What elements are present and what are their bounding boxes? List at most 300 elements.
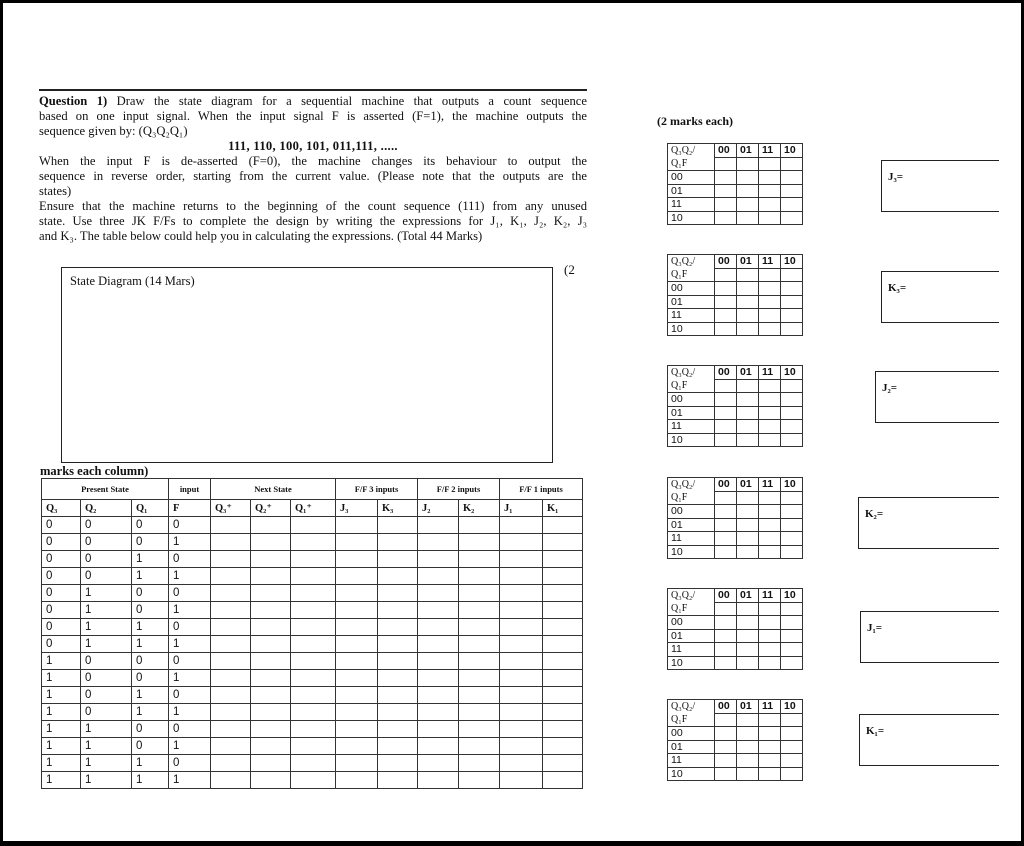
answer-cell[interactable]	[336, 721, 378, 738]
kmap-cell[interactable]	[737, 379, 759, 393]
answer-cell[interactable]	[500, 772, 543, 789]
answer-cell[interactable]	[500, 534, 543, 551]
answer-cell[interactable]	[500, 568, 543, 585]
kmap-cell[interactable]	[759, 713, 781, 727]
kmap-cell[interactable]	[759, 754, 781, 768]
answer-cell[interactable]	[336, 517, 378, 534]
kmap-cell[interactable]	[781, 211, 803, 225]
answer-cell[interactable]	[251, 704, 291, 721]
table-cell: 1	[81, 755, 132, 772]
kmap-cell[interactable]	[781, 767, 803, 781]
answer-cell[interactable]	[378, 755, 418, 772]
answer-cell[interactable]	[211, 772, 251, 789]
kmap-cell[interactable]	[737, 602, 759, 616]
answer-cell[interactable]	[543, 585, 583, 602]
kmap-cell[interactable]	[781, 505, 803, 519]
kmap-cell[interactable]	[737, 643, 759, 657]
kmap-cell[interactable]	[715, 379, 737, 393]
kmap-col-label: 11	[759, 144, 781, 158]
answer-cell[interactable]	[459, 619, 500, 636]
answer-cell[interactable]	[211, 670, 251, 687]
kmap-cell[interactable]	[759, 740, 781, 754]
answer-cell[interactable]	[500, 687, 543, 704]
answer-cell[interactable]	[543, 704, 583, 721]
kmap-cell[interactable]	[759, 393, 781, 407]
kmap-cell[interactable]	[759, 322, 781, 336]
kmap-cell[interactable]	[715, 295, 737, 309]
col-j1: J₁	[500, 500, 543, 517]
answer-cell[interactable]	[291, 534, 336, 551]
table-row	[42, 517, 583, 534]
answer-cell[interactable]	[459, 687, 500, 704]
answer-cell[interactable]	[418, 517, 459, 534]
table-cell: 1	[169, 602, 211, 619]
kmap-cell[interactable]	[737, 268, 759, 282]
kmap-cell[interactable]	[759, 406, 781, 420]
answer-cell[interactable]	[543, 568, 583, 585]
answer-cell[interactable]	[211, 585, 251, 602]
answer-cell[interactable]	[378, 619, 418, 636]
answer-cell[interactable]	[459, 738, 500, 755]
answer-cell[interactable]	[336, 772, 378, 789]
kmap-cell[interactable]	[781, 184, 803, 198]
question-line-4: When the input F is de-asserted (F=0), the machine changes its behaviour to output the	[39, 154, 587, 168]
answer-cell[interactable]	[211, 704, 251, 721]
answer-cell[interactable]	[500, 755, 543, 772]
kmap-cell[interactable]	[781, 433, 803, 447]
kmap-cell[interactable]	[759, 767, 781, 781]
answer-cell[interactable]	[251, 619, 291, 636]
kmap-cell[interactable]	[715, 505, 737, 519]
kmap-cell[interactable]	[737, 322, 759, 336]
kmap-cell[interactable]	[781, 713, 803, 727]
answer-cell[interactable]	[378, 551, 418, 568]
answer-cell[interactable]	[418, 670, 459, 687]
col-q1: Q₁	[132, 500, 169, 517]
answer-cell[interactable]	[378, 568, 418, 585]
kmap-cell[interactable]	[715, 491, 737, 505]
answer-cell[interactable]	[251, 568, 291, 585]
answer-cell[interactable]	[543, 517, 583, 534]
kmap-cell[interactable]	[715, 767, 737, 781]
answer-cell[interactable]	[378, 772, 418, 789]
kmap-row-label: 00	[668, 505, 715, 519]
answer-cell[interactable]	[251, 534, 291, 551]
answer-cell[interactable]	[543, 636, 583, 653]
answer-cell[interactable]	[459, 534, 500, 551]
answer-cell[interactable]	[378, 653, 418, 670]
answer-cell[interactable]	[251, 738, 291, 755]
kmap-cell[interactable]	[759, 309, 781, 323]
answer-cell[interactable]	[459, 704, 500, 721]
kmap-cell[interactable]	[715, 406, 737, 420]
answer-cell[interactable]	[336, 738, 378, 755]
kmap-cell[interactable]	[781, 602, 803, 616]
table-cell: 0	[132, 534, 169, 551]
kmap-cell[interactable]	[759, 157, 781, 171]
kmap-cell[interactable]	[781, 420, 803, 434]
answer-cell[interactable]	[291, 704, 336, 721]
answer-cell[interactable]	[418, 551, 459, 568]
answer-cell[interactable]	[291, 619, 336, 636]
answer-cell[interactable]	[291, 772, 336, 789]
kmap-cell[interactable]	[737, 629, 759, 643]
answer-cell[interactable]	[378, 721, 418, 738]
answer-cell[interactable]	[543, 619, 583, 636]
answer-cell[interactable]	[543, 755, 583, 772]
kmap-cell[interactable]	[759, 545, 781, 559]
kmap-cell[interactable]	[759, 532, 781, 546]
answer-cell[interactable]	[500, 653, 543, 670]
table-cell: 1	[81, 585, 132, 602]
answer-cell[interactable]	[378, 602, 418, 619]
kmap-cell[interactable]	[737, 505, 759, 519]
answer-cell[interactable]	[500, 738, 543, 755]
answer-cell[interactable]	[378, 687, 418, 704]
kmap-cell[interactable]	[759, 282, 781, 296]
answer-cell[interactable]	[336, 670, 378, 687]
answer-cell[interactable]	[211, 551, 251, 568]
kmap-cell[interactable]	[759, 616, 781, 630]
kmap-cell[interactable]	[715, 282, 737, 296]
kmap-cell[interactable]	[759, 727, 781, 741]
answer-cell[interactable]	[211, 653, 251, 670]
kmap-cell[interactable]	[737, 420, 759, 434]
kmap-cell[interactable]	[781, 545, 803, 559]
answer-cell[interactable]	[418, 772, 459, 789]
kmap-cell[interactable]	[759, 629, 781, 643]
kmap-row-label: 00	[668, 393, 715, 407]
answer-cell[interactable]	[251, 653, 291, 670]
kmap-cell[interactable]	[715, 171, 737, 185]
kmap-cell[interactable]	[737, 282, 759, 296]
answer-cell[interactable]	[291, 653, 336, 670]
answer-cell[interactable]	[459, 721, 500, 738]
kmap-cell[interactable]	[781, 491, 803, 505]
answer-cell[interactable]	[500, 551, 543, 568]
kmap-cell[interactable]	[715, 532, 737, 546]
kmap-cell[interactable]	[715, 727, 737, 741]
answer-cell[interactable]	[543, 687, 583, 704]
kmap-cell[interactable]	[737, 171, 759, 185]
answer-cell[interactable]	[378, 738, 418, 755]
expression-box-3[interactable]	[875, 371, 999, 423]
answer-cell[interactable]	[418, 687, 459, 704]
answer-cell[interactable]	[291, 721, 336, 738]
answer-cell[interactable]	[251, 772, 291, 789]
kmap-cell[interactable]	[781, 379, 803, 393]
answer-cell[interactable]	[211, 534, 251, 551]
kmap-row-label: 10	[668, 656, 715, 670]
answer-cell[interactable]	[500, 670, 543, 687]
answer-cell[interactable]	[211, 619, 251, 636]
kmap-cell[interactable]	[737, 295, 759, 309]
answer-cell[interactable]	[336, 602, 378, 619]
answer-cell[interactable]	[251, 517, 291, 534]
answer-cell[interactable]	[211, 755, 251, 772]
answer-cell[interactable]	[459, 551, 500, 568]
kmap-cell[interactable]	[737, 754, 759, 768]
kmap-cell[interactable]	[737, 393, 759, 407]
answer-cell[interactable]	[251, 670, 291, 687]
table-row	[42, 551, 583, 568]
answer-cell[interactable]	[418, 534, 459, 551]
kmap-cell[interactable]	[715, 754, 737, 768]
answer-cell[interactable]	[291, 738, 336, 755]
answer-cell[interactable]	[500, 517, 543, 534]
answer-cell[interactable]	[336, 704, 378, 721]
kmap-cell[interactable]	[737, 433, 759, 447]
answer-cell[interactable]	[543, 551, 583, 568]
answer-cell[interactable]	[378, 585, 418, 602]
kmap-cell[interactable]	[715, 184, 737, 198]
kmap-cell[interactable]	[781, 171, 803, 185]
state-table	[41, 478, 583, 789]
answer-cell[interactable]	[336, 534, 378, 551]
kmap-cell[interactable]	[781, 629, 803, 643]
answer-cell[interactable]	[459, 568, 500, 585]
kmap-cell[interactable]	[759, 268, 781, 282]
question-line-2: based on one input signal. When the input signal F is asserted (F=1), the machine outputs the	[39, 109, 587, 123]
kmap-cell[interactable]	[737, 713, 759, 727]
answer-cell[interactable]	[336, 585, 378, 602]
table-cell: 1	[169, 738, 211, 755]
kmap-cell[interactable]	[737, 545, 759, 559]
kmap-cell[interactable]	[737, 616, 759, 630]
kmap-cell[interactable]	[737, 406, 759, 420]
kmap-cell[interactable]	[781, 157, 803, 171]
answer-cell[interactable]	[418, 653, 459, 670]
answer-cell[interactable]	[543, 670, 583, 687]
kmap-row-label: 01	[668, 184, 715, 198]
answer-cell[interactable]	[500, 619, 543, 636]
kmap-cell[interactable]	[737, 740, 759, 754]
kmap-cell[interactable]	[781, 282, 803, 296]
kmap-cell[interactable]	[759, 184, 781, 198]
answer-cell[interactable]	[418, 721, 459, 738]
kmap-cell[interactable]	[781, 322, 803, 336]
answer-cell[interactable]	[500, 704, 543, 721]
kmap-cell[interactable]	[781, 740, 803, 754]
answer-cell[interactable]	[251, 636, 291, 653]
answer-cell[interactable]	[500, 585, 543, 602]
answer-cell[interactable]	[459, 755, 500, 772]
kmap-cell[interactable]	[781, 754, 803, 768]
answer-cell[interactable]	[378, 534, 418, 551]
kmap-cell[interactable]	[737, 656, 759, 670]
kmap-cell[interactable]	[715, 393, 737, 407]
kmap-cell[interactable]	[715, 545, 737, 559]
group-header-row	[42, 479, 583, 500]
kmap-cell[interactable]	[715, 643, 737, 657]
kmap-cell[interactable]	[715, 420, 737, 434]
answer-cell[interactable]	[459, 772, 500, 789]
kmap-cell[interactable]	[781, 518, 803, 532]
answer-cell[interactable]	[418, 636, 459, 653]
answer-cell[interactable]	[251, 687, 291, 704]
table-cell: 0	[81, 517, 132, 534]
kmap-cell[interactable]	[759, 198, 781, 212]
answer-cell[interactable]	[211, 602, 251, 619]
kmap-cell[interactable]	[737, 518, 759, 532]
kmap-cell[interactable]	[715, 629, 737, 643]
answer-cell[interactable]	[291, 568, 336, 585]
kmap-cell[interactable]	[737, 309, 759, 323]
kmap-cell[interactable]	[737, 767, 759, 781]
answer-cell[interactable]	[500, 721, 543, 738]
answer-cell[interactable]	[459, 517, 500, 534]
kmap-cell[interactable]	[759, 656, 781, 670]
answer-cell[interactable]	[418, 738, 459, 755]
expression-label: K₃=	[888, 282, 907, 294]
answer-cell[interactable]	[543, 772, 583, 789]
kmap-cell[interactable]	[781, 309, 803, 323]
expression-box-2[interactable]	[881, 271, 999, 323]
answer-cell[interactable]	[251, 721, 291, 738]
kmap-cell[interactable]	[759, 211, 781, 225]
kmap-cell[interactable]	[759, 420, 781, 434]
kmap-cell[interactable]	[737, 491, 759, 505]
kmap-cell[interactable]	[715, 713, 737, 727]
kmap-cell[interactable]	[715, 616, 737, 630]
kmap-cell[interactable]	[759, 433, 781, 447]
kmap-cell[interactable]	[781, 727, 803, 741]
kmap-cell[interactable]	[737, 157, 759, 171]
kmap-cell[interactable]	[781, 643, 803, 657]
answer-cell[interactable]	[459, 602, 500, 619]
answer-cell[interactable]	[291, 687, 336, 704]
kmap-cell[interactable]	[715, 602, 737, 616]
answer-cell[interactable]	[418, 568, 459, 585]
answer-cell[interactable]	[291, 517, 336, 534]
kmap-cell[interactable]	[715, 656, 737, 670]
kmap-cell[interactable]	[715, 198, 737, 212]
kmap-cell[interactable]	[781, 616, 803, 630]
kmap-cell[interactable]	[737, 184, 759, 198]
answer-cell[interactable]	[418, 755, 459, 772]
answer-cell[interactable]	[418, 619, 459, 636]
kmap-cell[interactable]	[759, 171, 781, 185]
kmap-row-label: 10	[668, 433, 715, 447]
kmap-cell[interactable]	[715, 740, 737, 754]
kmap-cell[interactable]	[715, 268, 737, 282]
answer-cell[interactable]	[251, 602, 291, 619]
answer-cell[interactable]	[459, 670, 500, 687]
kmap-cell[interactable]	[715, 157, 737, 171]
answer-cell[interactable]	[291, 670, 336, 687]
kmap-cell[interactable]	[759, 602, 781, 616]
kmap-cell[interactable]	[759, 505, 781, 519]
answer-cell[interactable]	[543, 721, 583, 738]
expression-box-5[interactable]	[860, 611, 999, 663]
expression-box-4[interactable]	[858, 497, 999, 549]
kmap-cell[interactable]	[715, 211, 737, 225]
answer-cell[interactable]	[336, 755, 378, 772]
answer-cell[interactable]	[418, 585, 459, 602]
answer-cell[interactable]	[336, 619, 378, 636]
answer-cell[interactable]	[336, 636, 378, 653]
expression-box-1[interactable]	[881, 160, 999, 212]
answer-cell[interactable]	[378, 670, 418, 687]
answer-cell[interactable]	[251, 755, 291, 772]
answer-cell[interactable]	[543, 534, 583, 551]
table-row	[42, 602, 583, 619]
answer-cell[interactable]	[211, 568, 251, 585]
answer-cell[interactable]	[459, 636, 500, 653]
answer-cell[interactable]	[459, 585, 500, 602]
answer-cell[interactable]	[500, 636, 543, 653]
kmap-cell[interactable]	[715, 322, 737, 336]
top-rule	[39, 89, 587, 91]
answer-cell[interactable]	[211, 517, 251, 534]
answer-cell[interactable]	[291, 585, 336, 602]
kmap-cell[interactable]	[715, 518, 737, 532]
kmap-cell[interactable]	[781, 656, 803, 670]
table-cell: 1	[42, 687, 81, 704]
kmap-cell[interactable]	[781, 268, 803, 282]
expression-box-6[interactable]	[859, 714, 999, 766]
answer-cell[interactable]	[336, 551, 378, 568]
kmap-cell[interactable]	[759, 643, 781, 657]
kmap-row-label: 01	[668, 406, 715, 420]
answer-cell[interactable]	[211, 738, 251, 755]
answer-cell[interactable]	[459, 653, 500, 670]
answer-cell[interactable]	[251, 551, 291, 568]
kmap-cell[interactable]	[737, 198, 759, 212]
answer-cell[interactable]	[336, 653, 378, 670]
answer-cell[interactable]	[336, 568, 378, 585]
answer-cell[interactable]	[211, 687, 251, 704]
kmap-cell[interactable]	[781, 295, 803, 309]
answer-cell[interactable]	[291, 755, 336, 772]
kmap-cell[interactable]	[759, 518, 781, 532]
table-row	[42, 738, 583, 755]
answer-cell[interactable]	[418, 602, 459, 619]
kmap-col-label: 11	[759, 255, 781, 269]
answer-cell[interactable]	[378, 636, 418, 653]
answer-cell[interactable]	[336, 687, 378, 704]
answer-cell[interactable]	[378, 704, 418, 721]
answer-cell[interactable]	[543, 653, 583, 670]
answer-cell[interactable]	[500, 602, 543, 619]
kmap-cell[interactable]	[759, 491, 781, 505]
kmap-cell[interactable]	[715, 433, 737, 447]
answer-cell[interactable]	[251, 585, 291, 602]
kmap-cell[interactable]	[781, 393, 803, 407]
kmap-cell[interactable]	[759, 295, 781, 309]
answer-cell[interactable]	[211, 636, 251, 653]
col-q2: Q₂	[81, 500, 132, 517]
table-cell: 0	[169, 653, 211, 670]
col-k1: K₁	[543, 500, 583, 517]
answer-cell[interactable]	[291, 636, 336, 653]
answer-cell[interactable]	[291, 551, 336, 568]
kmap-cell[interactable]	[781, 532, 803, 546]
kmap-cell[interactable]	[781, 198, 803, 212]
answer-cell[interactable]	[378, 517, 418, 534]
kmap-cell[interactable]	[759, 379, 781, 393]
answer-cell[interactable]	[543, 738, 583, 755]
kmap-cell[interactable]	[737, 532, 759, 546]
answer-cell[interactable]	[291, 602, 336, 619]
kmap-cell[interactable]	[737, 727, 759, 741]
answer-cell[interactable]	[543, 602, 583, 619]
answer-cell[interactable]	[211, 721, 251, 738]
answer-cell[interactable]	[418, 704, 459, 721]
kmap-cell[interactable]	[737, 211, 759, 225]
kmap-cell[interactable]	[715, 309, 737, 323]
kmap-cell[interactable]	[781, 406, 803, 420]
